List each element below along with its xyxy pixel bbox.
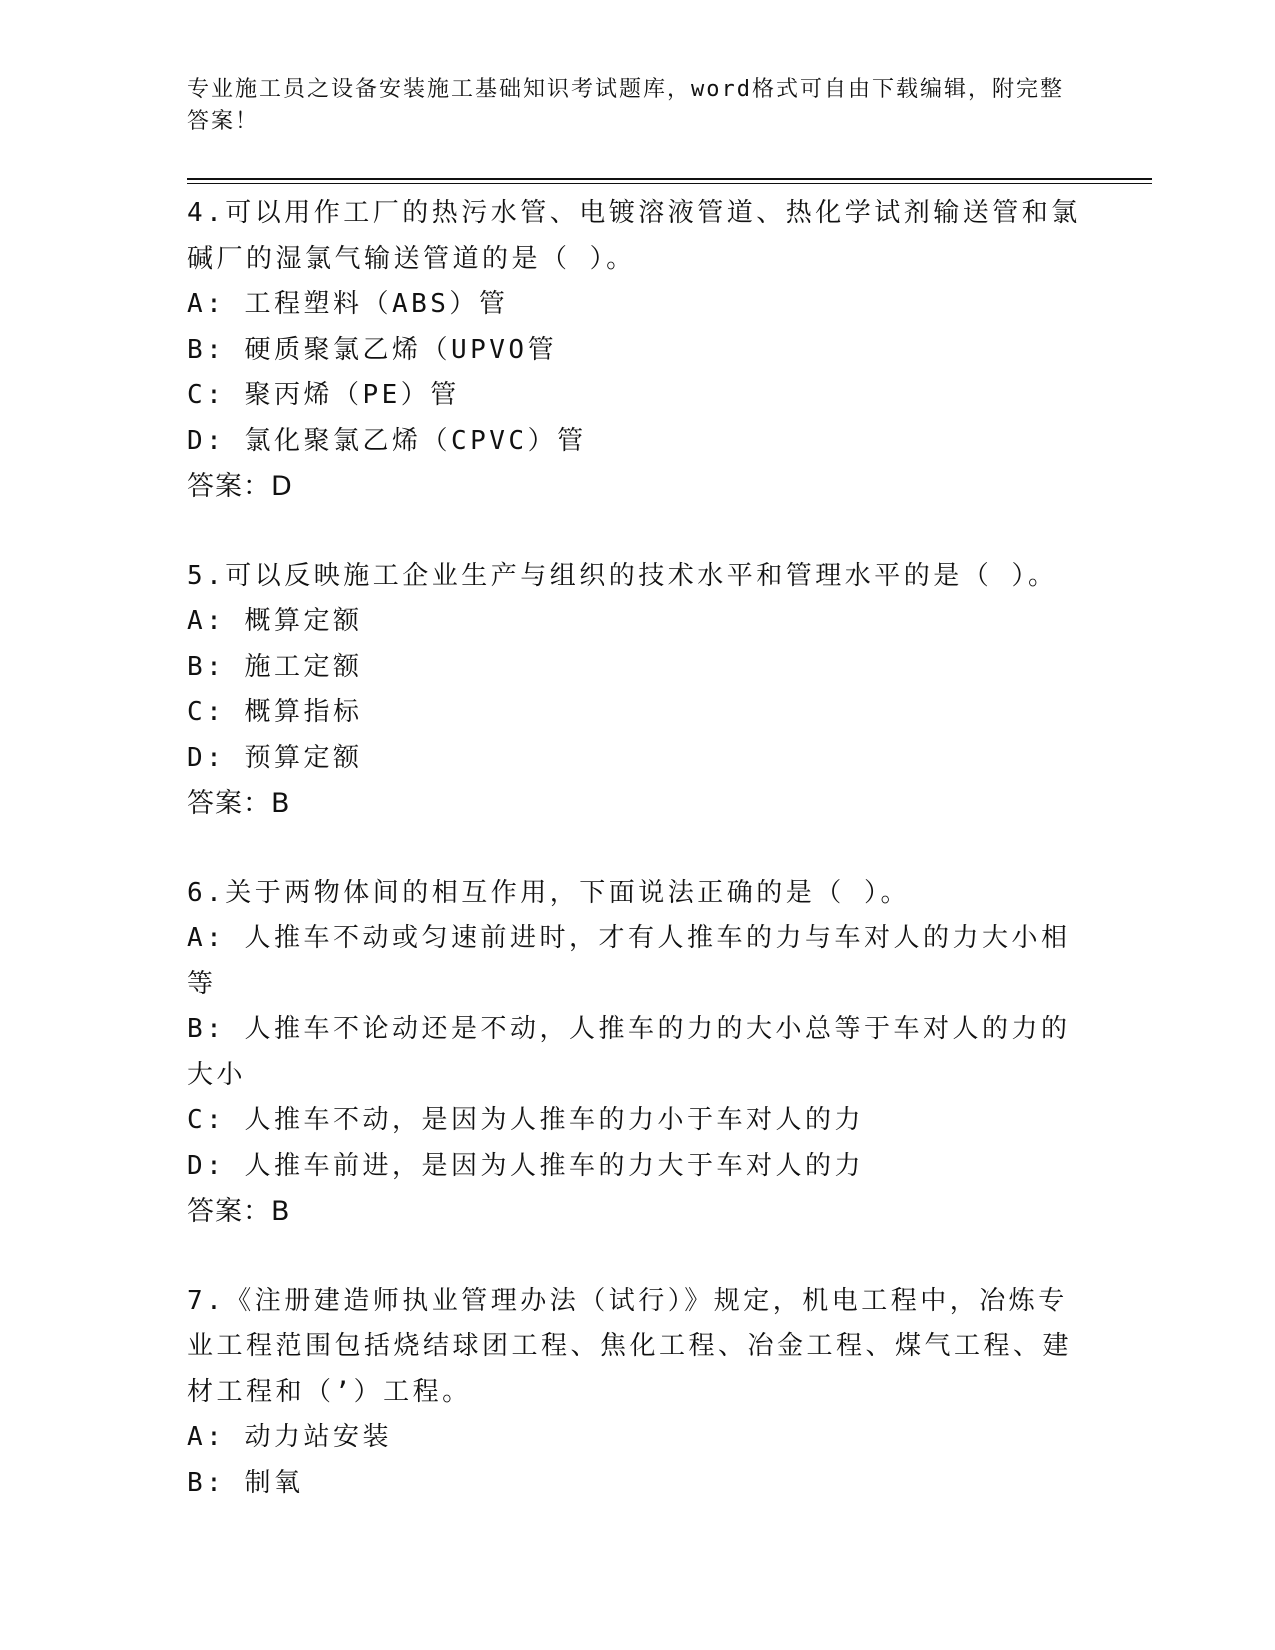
question-7 [187,1279,1087,1507]
question-4 [187,191,1087,510]
option-c: C: 概算指标 [187,697,363,727]
option-a: A: 动力站安装 [187,1422,392,1452]
document-header: 专业施工员之设备安装施工基础知识考试题库，word格式可自由下载编辑，附完整答案！ [187,77,1064,134]
header-divider [187,178,1152,180]
question-list [187,191,1087,1506]
question-stem: 7.《注册建造师执业管理办法（试行）》规定，机电工程中，冶炼专业工程范围包括烧结球团工程、焦化工程、冶金工程、煤气工程、建材工程和（’）工程。 [187,1285,1073,1407]
answer-label: 答案：D [187,471,293,502]
header-divider-thin [187,183,1152,184]
option-d: D: 人推车前进，是因为人推车的力大于车对人的力 [187,1150,864,1181]
question-stem: 5.可以反映施工企业生产与组织的技术水平和管理水平的是（ ）。 [187,560,1058,591]
question-stem: 6.关于两物体间的相互作用，下面说法正确的是（ ）。 [187,877,910,908]
option-d: D: 氯化聚氯乙烯（CPVC）管 [187,425,587,456]
option-c: C: 聚丙烯（PE）管 [187,380,460,410]
option-d: D: 预算定额 [187,742,363,773]
option-a: A: 人推车不动或匀速前进时，才有人推车的力与车对人的力大小相等 [187,923,1071,999]
answer-label: 答案：B [187,1196,291,1227]
option-a: A: 工程塑料（ABS）管 [187,289,509,319]
question-6 [187,871,1087,1235]
option-b: B: 施工定额 [187,651,363,682]
question-stem: 4.可以用作工厂的热污水管、电镀溶液管道、热化学试剂输送管和氯碱厂的湿氯气输送管道的是（ ）。 [187,198,1081,274]
option-c: C: 人推车不动，是因为人推车的力小于车对人的力 [187,1105,864,1135]
answer-label: 答案：B [187,788,291,819]
option-b: B: 人推车不论动还是不动，人推车的力的大小总等于车对人的力的大小 [187,1014,1071,1090]
option-b: B: 制氧 [187,1467,304,1498]
option-a: A: 概算定额 [187,606,363,636]
option-b: B: 硬质聚氯乙烯（UPVO管 [187,334,558,365]
question-5 [187,554,1087,827]
